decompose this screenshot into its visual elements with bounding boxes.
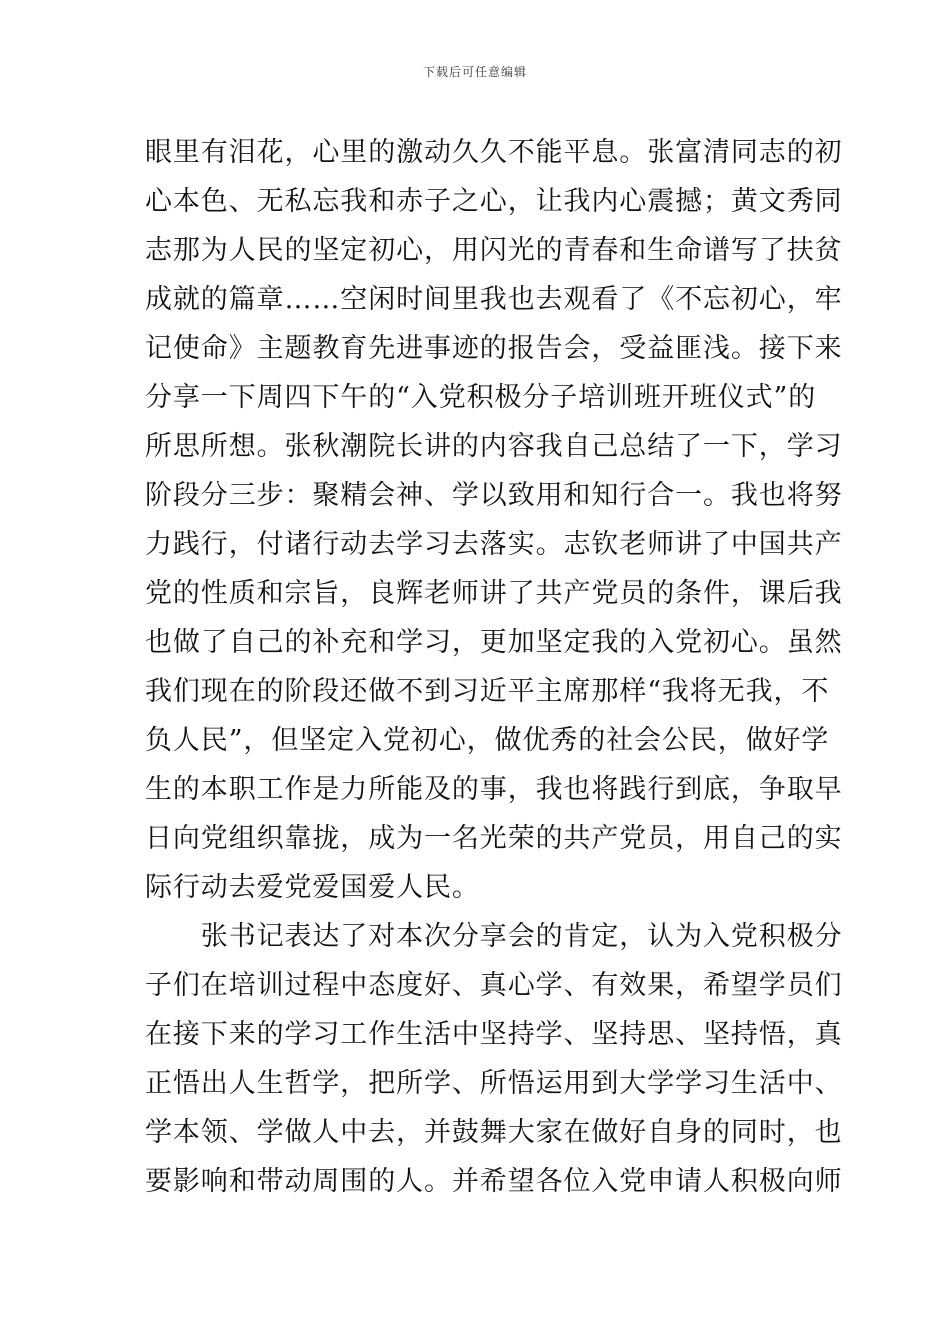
text-line: 力践行，付诸行动去学习去落实。志钦老师讲了中国共产 (145, 529, 843, 560)
text-line: 分享一下周四下午的“入党积极分子培训班开班仪式”的 (145, 382, 817, 413)
text-line: 记使命》主题教育先进事迹的报告会，受益匪浅。接下来 (145, 333, 843, 364)
text-line: 眼里有泪花，心里的激动久久不能平息。张富清同志的初 (145, 137, 843, 168)
text-line: 要影响和带动周围的人。并希望各位入党申请人积极向师 (145, 1166, 843, 1197)
body-text (145, 128, 843, 1206)
text-line: 成就的篇章……空闲时间里我也去观看了《不忘初心，牢 (145, 284, 843, 315)
text-line: 党的性质和宗旨，良辉老师讲了共产党员的条件，课后我 (145, 578, 843, 609)
text-line: 学本领、学做人中去，并鼓舞大家在做好自身的同时，也 (145, 1117, 843, 1148)
text-line: 也做了自己的补充和学习，更加坚定我的入党初心。虽然 (145, 627, 843, 658)
text-line: 所思所想。张秋潮院长讲的内容我自己总结了一下，学习 (145, 431, 843, 462)
text-line: 负人民”，但坚定入党初心，做优秀的社会公民，做好学 (145, 725, 830, 756)
text-line: 日向党组织靠拢，成为一名光荣的共产党员，用自己的实 (145, 823, 843, 854)
text-line: 子们在培训过程中态度好、真心学、有效果，希望学员们 (145, 970, 843, 1001)
text-line: 阶段分三步：聚精会神、学以致用和知行合一。我也将努 (145, 480, 843, 511)
text-line: 心本色、无私忘我和赤子之心，让我内心震撼；黄文秀同 (145, 186, 843, 217)
text-line: 我们现在的阶段还做不到习近平主席那样“我将无我，不 (145, 676, 830, 707)
text-line: 正悟出人生哲学，把所学、所悟运用到大学学习生活中、 (145, 1068, 843, 1099)
text-line: 生的本职工作是力所能及的事，我也将践行到底，争取早 (145, 774, 843, 805)
text-line: 在接下来的学习工作生活中坚持学、坚持思、坚持悟，真 (145, 1019, 843, 1050)
text-line: 际行动去爱党爱国爱人民。 (145, 872, 480, 903)
text-line: 张书记表达了对本次分享会的肯定，认为入党积极分 (145, 921, 843, 952)
page-header: 下载后可任意编辑 (422, 65, 527, 79)
text-line: 志那为人民的坚定初心，用闪光的青春和生命谱写了扶贫 (145, 235, 843, 266)
